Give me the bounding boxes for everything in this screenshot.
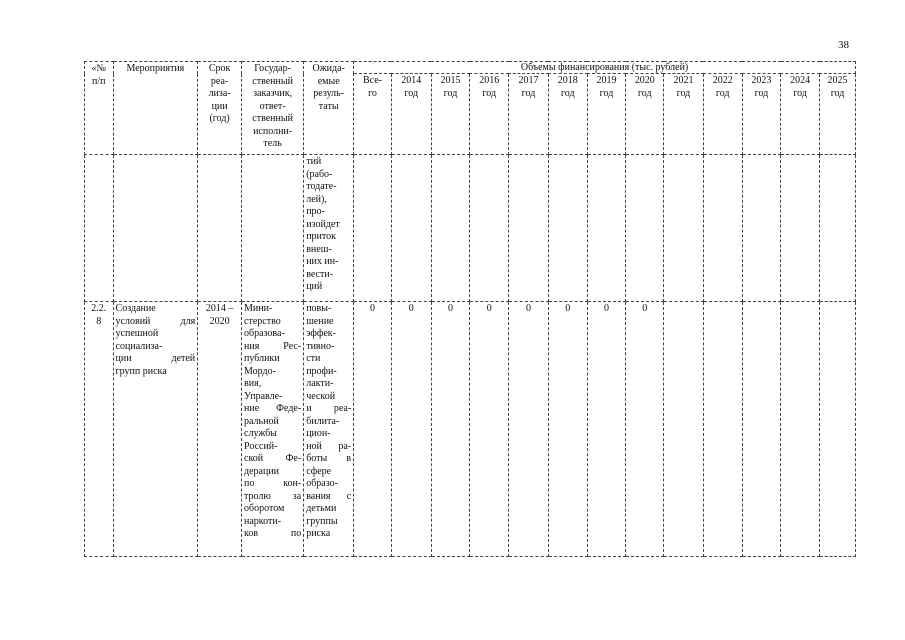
cell-2021 [664,155,704,302]
header-year-2024: 2024 год [781,74,820,155]
header-year-2020: 2020 год [626,74,664,155]
cell-expected: тий (рабо- тодате- лей), про- изойдет приток внеш- них ин- вести- ций [304,155,354,302]
cell-2015 [431,155,470,302]
cell-2019 [587,155,626,302]
cell-2017: 0 [509,302,549,557]
header-total: Все- го [354,74,392,155]
header-row-top [85,62,856,74]
cell-2024 [781,155,820,302]
header-expected: Ожида- емые резуль- таты [304,62,354,155]
page-number: 38 [838,39,849,51]
cell-2016 [470,155,509,302]
header-year-2017: 2017 год [509,74,549,155]
header-year-2019: 2019 год [587,74,626,155]
cell-customer [242,155,304,302]
cell-2015: 0 [431,302,470,557]
cell-term [198,155,242,302]
cell-2017 [509,155,549,302]
cell-measure [113,155,198,302]
cell-2019: 0 [587,302,626,557]
header-num: «№ п/п [85,62,114,155]
cell-2020 [626,155,664,302]
header-year-2025: 2025 год [820,74,856,155]
cell-2024 [781,302,820,557]
cell-2018 [548,155,587,302]
cell-total: 0 [354,302,392,557]
cell-num [85,155,114,302]
cell-term: 2014 – 2020 [198,302,242,557]
header-year-2018: 2018 год [548,74,587,155]
cell-2025 [820,155,856,302]
cell-customer: Мини- стерство образова- ния Рес- публики Мордо- вия, Управле- ние Феде- ральной службы Россий- ской Фе- дерации по кон- тролю за оборотом наркоти- ков по [242,302,304,557]
cell-2023 [742,155,781,302]
header-year-2021: 2021 год [664,74,704,155]
financing-table [84,61,856,557]
header-year-2014: 2014 год [391,74,431,155]
cell-2016: 0 [470,302,509,557]
cell-num: 2.2. 8 [85,302,114,557]
cell-2025 [820,302,856,557]
header-measure: Мероприятия [113,62,198,155]
cell-2014: 0 [391,302,431,557]
cell-expected: повы- шение эффек- тивно- сти профи- лакти- ческой и реа- билита- цион- ной ра- боты в сфере образо- вания с детьми группы риска [304,302,354,557]
cell-2021 [664,302,704,557]
cell-total [354,155,392,302]
header-term: Срок реа- лиза- ции (год) [198,62,242,155]
cell-2020: 0 [626,302,664,557]
cell-2014 [391,155,431,302]
header-year-2016: 2016 год [470,74,509,155]
cell-measure: Создание условий для успешной социализа- ции детей групп риска [113,302,198,557]
header-year-2023: 2023 год [742,74,781,155]
table-row-2-2-8 [85,302,856,557]
cell-2022 [703,155,742,302]
cell-2023 [742,302,781,557]
header-customer: Государ- ственный заказчик, ответ- ственный исполни- тель [242,62,304,155]
cell-2018: 0 [548,302,587,557]
header-year-2022: 2022 год [703,74,742,155]
header-year-2015: 2015 год [431,74,470,155]
cell-2022 [703,302,742,557]
header-funding: Объемы финансирования (тыс. рублей) [354,62,856,74]
table-row-continued [85,155,856,302]
